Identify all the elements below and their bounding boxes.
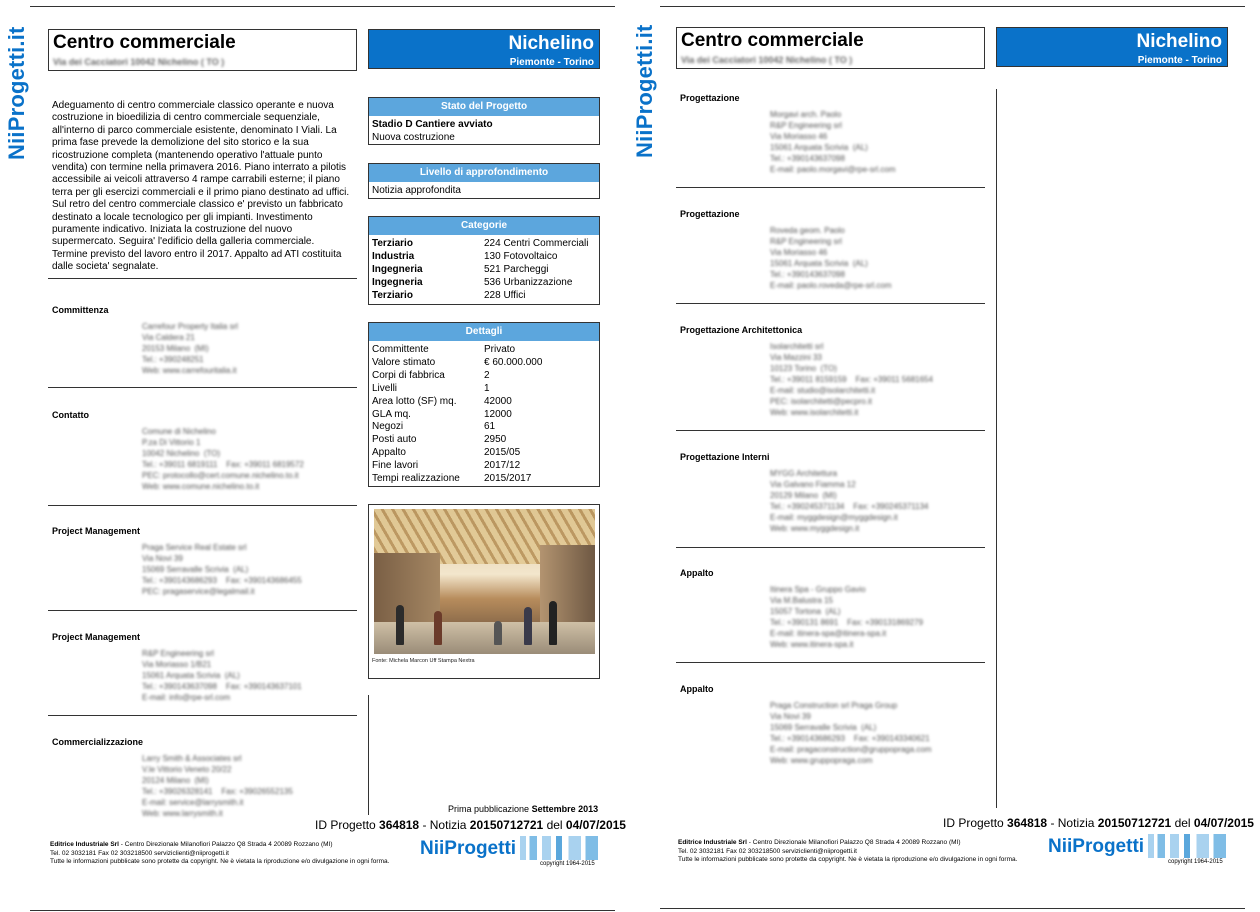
contact-block: Roveda geom. Paolo R&P Engineering srl Via Moriasso 46 15061 Arquata Scrivia (AL) Tel.: +390143637098 E-mail: paolo.roveda@rpe-srl.com — [770, 226, 892, 290]
city-name: Nichelino — [508, 33, 594, 54]
photo-box — [368, 504, 600, 679]
section-label: Progettazione Architettonica — [680, 325, 803, 335]
divider — [676, 662, 985, 663]
contact-block: MYGG Architettura Via Galvano Fiamma 12 20129 Milano (MI) Tel.: +390245371134 Fax: +390245371134 E-mail: myggdesign@myggdesign.it Web: www.myggdesign.it — [770, 469, 929, 533]
category-row: Industria 130 Fotovoltaico — [372, 250, 558, 262]
project-title-box — [48, 29, 357, 71]
project-id-line: ID Progetto 364818 - Notizia 20150712721 del 04/07/2015 — [943, 816, 1254, 830]
divider — [48, 610, 357, 611]
category-row: Ingegneria 521 Parcheggi — [372, 263, 549, 275]
detail-row: Area lotto (SF) mq. 42000 — [372, 395, 512, 407]
detail-row: Appalto 2015/05 — [372, 447, 521, 459]
details-box — [368, 322, 600, 487]
section-label: Commercializzazione — [52, 737, 144, 747]
section-label: Progettazione Interni — [680, 452, 770, 462]
skyline-graphic — [1148, 834, 1226, 858]
detail-row: Negozi 61 — [372, 421, 496, 433]
contact-block: Carrefour Property Italia srl Via Caldera 21 20153 Milano (MI) Tel.: +390248251 Web: www.carrefouritalia.it — [142, 322, 239, 375]
vertical-brand-logo: NiiProgetti.it — [4, 26, 29, 160]
contact-block: Itinera Spa - Gruppo Gavio Via M.Balustra 15 15057 Tortona (AL) Tel.: +390131 8691 Fax: +390131869279 E-mail: itinera-spa@itinera-spa.it Web: www.itinera-spa.it — [770, 585, 924, 649]
divider — [48, 387, 357, 388]
project-address: Via dei Cacciatori 10042 Nichelino ( TO ) — [681, 55, 853, 65]
project-title: Centro commerciale — [53, 32, 236, 53]
footer-brand-logo: NiiProgetti — [1048, 836, 1145, 857]
project-stage: Stadio D Cantiere avviato — [372, 119, 493, 130]
box-header: Stato del Progetto — [369, 98, 599, 116]
project-address: Via dei Cacciatori 10042 Nichelino ( TO ) — [53, 57, 225, 67]
box-header: Dettagli — [369, 323, 599, 341]
divider — [676, 547, 985, 548]
divider — [676, 303, 985, 304]
box-header: Livello di approfondimento — [369, 164, 599, 182]
region-name: Piemonte - Torino — [509, 57, 594, 68]
box-header: Categorie — [369, 217, 599, 235]
divider — [48, 715, 357, 716]
publisher-info: Editrice Industriale Srl - Centro Direzionale Milanofiori Palazzo Q8 Strada 4 20089 Rozzano (MI) Tel. 02 3032181 Fax 02 303218500 serviziclienti@niiprogetti.it Tutte le informazioni pubblicate sono protette da copyright. Ne è vietata la riproduzione e/o divulgazione in ogni forma. — [678, 839, 1018, 863]
contact-block: Praga Construction srl Praga Group Via Novi 39 15069 Serravalle Scrivia (AL) Tel.: +390143686293 Fax: +390143340621 E-mail: pragaconstruction@gruppopraga.com Web: www.gruppopraga.com — [770, 701, 932, 765]
detail-row: Fine lavori 2017/12 — [372, 460, 521, 472]
region-name: Piemonte - Torino — [1137, 55, 1222, 66]
contact-block: Larry Smith & Associates srl V.le Vittorio Veneto 20/22 20124 Milano (MI) Tel.: +39026328141 Fax: +39026552135 E-mail: service@larrysmith.it Web: www.larrysmith.it — [142, 754, 293, 818]
page2-bottom-rule — [660, 908, 1245, 909]
section-label: Appalto — [680, 684, 714, 694]
mall-rendering-image — [374, 509, 595, 654]
column-rule — [368, 695, 369, 815]
city-banner — [368, 29, 600, 69]
detail-level-box — [368, 163, 600, 199]
contact-block: Praga Service Real Estate srl Via Novi 39 15069 Serravalle Scrivia (AL) Tel.: +390143686293 Fax: +390143686455 PEC: pragaservice@legalmail.it — [142, 543, 302, 596]
city-name: Nichelino — [1136, 31, 1222, 52]
page1-bottom-rule — [30, 910, 615, 911]
contact-block: Isolarchitetti srl Via Mazzini 33 10123 Torino (TO) Tel.: +39011 8159159 Fax: +39011 5681654 E-mail: studio@isolarchitetti.it PEC: isolarchitetti@pecpro.it Web: www.isolarchitetti.it — [770, 342, 933, 417]
detail-row: Livelli 1 — [372, 382, 490, 394]
page1-top-rule — [30, 6, 615, 7]
divider — [676, 187, 985, 188]
copyright: copyright 1964-2015 — [540, 861, 595, 867]
detail-row: Committente Privato — [372, 344, 516, 355]
detail-row: Valore stimato € 60.000.000 — [372, 356, 543, 368]
vertical-brand-logo: NiiProgetti.it — [632, 24, 657, 158]
category-row: Ingegneria 536 Urbanizzazione — [372, 276, 573, 288]
section-label: Project Management — [52, 526, 141, 536]
detail-row: GLA mq. 12000 — [372, 408, 512, 420]
detail-row: Tempi realizzazione 2015/2017 — [372, 473, 532, 485]
section-label: Contatto — [52, 410, 89, 420]
detail-row: Posti auto 2950 — [372, 434, 507, 446]
footer-brand-logo: NiiProgetti — [420, 838, 517, 859]
first-publication: Prima pubblicazione Settembre 2013 — [448, 804, 599, 814]
divider — [676, 430, 985, 431]
page2-top-rule — [660, 6, 1245, 7]
divider — [48, 505, 357, 506]
project-description: Adeguamento di centro commerciale classico operante e nuova costruzione in bioedilizia di centro commerciale sequenziale, all'interno di parco commerciale esistente, denominato I Viali. La prima fase prevede la demolizione del sito storico e la sua ricostruzione completa (mantenendo operativo l'attuale punto vendita) con termine nella primavera 2016. Piano interrato a pilotis accessibile ai veicoli attraverso 4 rampe carrabili esterne; il piano terra per gli esercizi commerciali e il primo piano destinato ad uffici. Sul retro del centro commerciale classico e' previsto un fabbricato destinato a locale tecnologico per gli impianti. Investimento puramente indicativo. Iniziata la costruzione del nuovo supermercato. Seguira' l'edificio della galleria commerciale. Termine previsto del lavoro entro il 2017. Appalto ad ATI costituita dalle societa' segnalate. — [52, 100, 350, 273]
project-id-line: ID Progetto 364818 - Notizia 20150712721 del 04/07/2015 — [315, 818, 626, 832]
section-label: Project Management — [52, 632, 141, 642]
section-label: Committenza — [52, 305, 109, 315]
contact-block: Comune di Nichelino P.za Di Vittorio 1 10042 Nichelino (TO) Tel.: +39011 6819111 Fax: +39011 6819572 PEC: protocollo@cert.comune.nichelino.to.it Web: www.comune.nichelino.to.it — [142, 427, 304, 491]
city-banner — [996, 27, 1228, 67]
section-label: Appalto — [680, 568, 714, 578]
contact-block: R&P Engineering srl Via Moriasso 1/B21 15061 Arquata Scrivia (AL) Tel.: +390143637098 Fax: +390143637101 E-mail: info@rpe-srl.com — [142, 649, 302, 702]
column-rule — [996, 89, 997, 808]
contact-block: Morgavi arch. Paolo R&P Engineering srl Via Moriasso 46 15061 Arquata Scrivia (AL) Tel.: +390143637098 E-mail: paolo.morgavi@rpe-srl.com — [770, 110, 896, 174]
skyline-graphic — [520, 836, 598, 860]
category-row: Terziario 224 Centri Commerciali — [372, 238, 589, 249]
project-type: Nuova costruzione — [372, 131, 455, 143]
section-label: Progettazione — [680, 209, 740, 219]
photo-caption: Fonte: Michela Marcon Uff Stampa Nextra — [372, 658, 475, 664]
project-title-box — [676, 27, 985, 69]
categories-box — [368, 216, 600, 305]
category-row: Terziario 228 Uffici — [372, 289, 526, 301]
divider — [48, 278, 357, 279]
detail-row: Corpi di fabbrica 2 — [372, 369, 490, 381]
project-status-box — [368, 97, 600, 145]
section-label: Progettazione — [680, 93, 740, 103]
project-title: Centro commerciale — [681, 30, 864, 51]
copyright: copyright 1964-2015 — [1168, 859, 1223, 865]
detail-level-value: Notizia approfondita — [372, 185, 461, 196]
publisher-info: Editrice Industriale Srl - Centro Direzionale Milanofiori Palazzo Q8 Strada 4 20089 Rozzano (MI) Tel. 02 3032181 Fax 02 303218500 serviziclienti@niiprogetti.it Tutte le informazioni pubblicate sono protette da copyright. Ne è vietata la riproduzione e/o divulgazione in ogni forma. — [50, 841, 390, 865]
